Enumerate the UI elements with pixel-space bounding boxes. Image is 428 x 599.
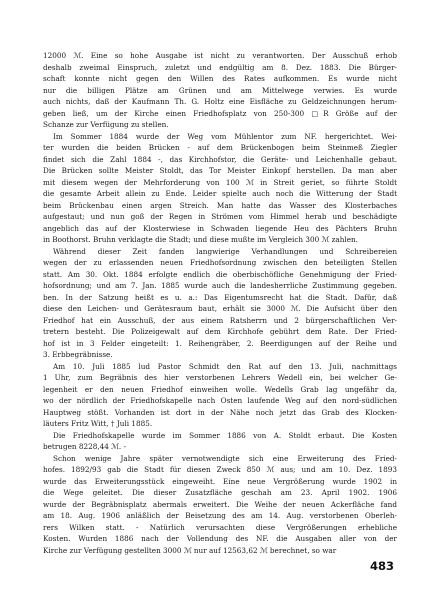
text-line: deshalb zweimal Einspruch, zuletzt und endgültig am 8. Dez. 1883. Die Bürger- — [43, 62, 397, 72]
text-line: 12000 ℳ. Eine so hohe Ausgabe ist nicht zu verantworten. Der Ausschuß erhob — [43, 51, 397, 60]
text-line: wurde der Begräbnisplatz abermals erweitert. Die Weihe der neuen Ackerfläche fand — [43, 499, 397, 509]
text-line: in Boothorst. Bruhn verklagte die Stadt; und diese mußte im Vergleich 300 ℳ zahlen. — [43, 235, 358, 244]
text-line: Am 10. Juli 1885 lud Pastor Schmidt den Rat auf den 13. Juli, nachmittags — [53, 361, 397, 371]
text-line: Friedhof hat ein Ausschuß, der aus einem Ratsherrn und 2 bürgerschaftlichen Ver- — [43, 315, 397, 325]
text-line: Schon wenige Jahre später vernotwendigte sich eine Erweiterung des Fried- — [53, 453, 397, 463]
text-line: 1 Uhr, zum Begräbnis des hier verstorbenen Lehrers Wedell ein, bei welcher Ge- — [43, 373, 397, 382]
text-line: Im Sommer 1884 wurde der Weg vom Mühlentor zum NF. hergerichtet. Wei- — [53, 131, 397, 141]
page-number: 483 — [370, 559, 395, 573]
text-line: nur die billigen Plätze am Grünen und am Mittelwege verwies. Es wurde — [43, 85, 397, 95]
text-line: wurde das Erweiterungsstück eingeweiht. Eine neue Vergrößerung wurde 1902 in — [43, 476, 397, 486]
text-line: schaft konnte nicht gegen den Willen des Rates aufkommen. Es wurde nicht — [43, 74, 397, 83]
text-line: diese den Leichen- und Gerätesraum baut, erhält sie 3000 ℳ. Die Aufsicht über den — [43, 304, 397, 313]
text-line: hof ist in 3 Felder eingeteilt: 1. Reihengräber, 2. Beerdigungen auf der Reihe und — [43, 338, 397, 348]
text-line: am 18. Aug. 1906 anläßlich der Beisetzung des am 14. Aug. verstorbenen Oberleh- — [43, 511, 397, 520]
text-line: geben ließ, um der Kirche einen Friedhofsplatz von 250-300 □R Größe auf der — [43, 108, 397, 118]
text-line: ben. In der Satzung heißt es u. a.: Das Eigentumsrecht hat die Stadt. Dafür, daß — [43, 292, 397, 302]
text-line: Kirche zur Verfügung gestellten 3000 ℳ nur auf 12563,62 ℳ berechnet, so war — [43, 545, 337, 555]
text-line: Kosten. Wurden 1886 nach der Vollendung des NF. die Ausgaben aller von der — [43, 534, 397, 543]
text-line: beim Brückenbau einen argen Streich. Man hatte das Wasser des Klosterbaches — [43, 200, 397, 210]
text-line: Während dieser Zeit fanden langwierige Verhandlungen und Schreibereien — [53, 246, 397, 256]
text-line: ter wurden die beiden Brücken - auf dem Brückenbogen beim Steinmeß Ziegler — [43, 143, 397, 152]
text-line: mit diesem wegen der Mehrforderung von 100 ℳ in Streit geriet, so führte Stoldt — [43, 177, 397, 187]
text-line: betrugen 8228,44 ℳ. - — [43, 442, 126, 451]
text-line: Hauptweg stößt. Vorhanden ist dort in der Nähe noch jetzt das Grab des Klocken- — [43, 407, 397, 417]
text-line: findet sich die Zahl 1884 -, das Kirchhofstor, die Geräte- und Leichenhalle gebaut. — [43, 154, 397, 164]
text-line: Die Friedhofskapelle wurde im Sommer 1886 von A. Stoldt erbaut. Die Kosten — [53, 430, 397, 440]
text-line: hofes. 1892/93 gab die Stadt für diesen Zweck 850 ℳ aus; und am 10. Dez. 1893 — [43, 465, 397, 474]
text-line: auch nichts, daß der Kaufmann Th. G. Holtz eine Eisfläche zu Geldzeichnungen herum- — [43, 97, 397, 106]
text-line: angeblich das auf der Klosterwiese in Schwaden liegende Heu des Pächters Bruhn — [43, 223, 397, 233]
text-line: hofsordnung; und am 7. Jan. 1885 wurde auch die landesherrliche Zustimmung gegeben. — [43, 281, 397, 290]
text-line: Die Brücken sollte Meister Stoldt, das Tor Meister Einkopf herstellen. Da man aber — [43, 166, 397, 175]
text-line: die Wege geleitet. Die dieser Zusatzfläche geschah am 23. April 1902. 1906 — [43, 488, 397, 497]
text-line: aufgestaut; und nun goß der Regen in Strömen vom Himmel herab und beschädigte — [43, 212, 397, 221]
text-line: rers Wilken statt. - Natürlich verursachten diese Vergrößerungen erhebliche — [43, 522, 397, 532]
text-line: läuters Fritz Witt, † Juli 1885. — [43, 419, 153, 428]
text-line: wo der nördlich der Friedhofskapelle nach Osten laufende Weg auf den nord-südlichen — [43, 396, 397, 405]
body-text — [43, 50, 397, 556]
text-line: legenheit er den neuen Friedhof einweihen wolle. Wedells Grab lag ungefähr da, — [43, 384, 397, 394]
text-line: tretern besteht. Die Polizeigewalt auf dem Kirchhofe gebührt dem Rate. Der Fried- — [43, 327, 397, 336]
text-line: wegen der zu erlassenden neuen Friedhofsordnung zwischen den beteiligten Stellen — [43, 258, 397, 267]
text-line: die gesamte Arbeit allein zu Ende. Leider spielte auch noch die Witterung der Stadt — [43, 189, 397, 198]
text-line: statt. Am 30. Okt. 1884 erfolgte endlich die oberbischöfliche Genehmigung der Fried- — [43, 269, 397, 279]
text-line: Schanze zur Verfügung zu stellen. — [43, 120, 169, 129]
text-line: 3. Erbbegräbnisse. — [43, 350, 113, 359]
